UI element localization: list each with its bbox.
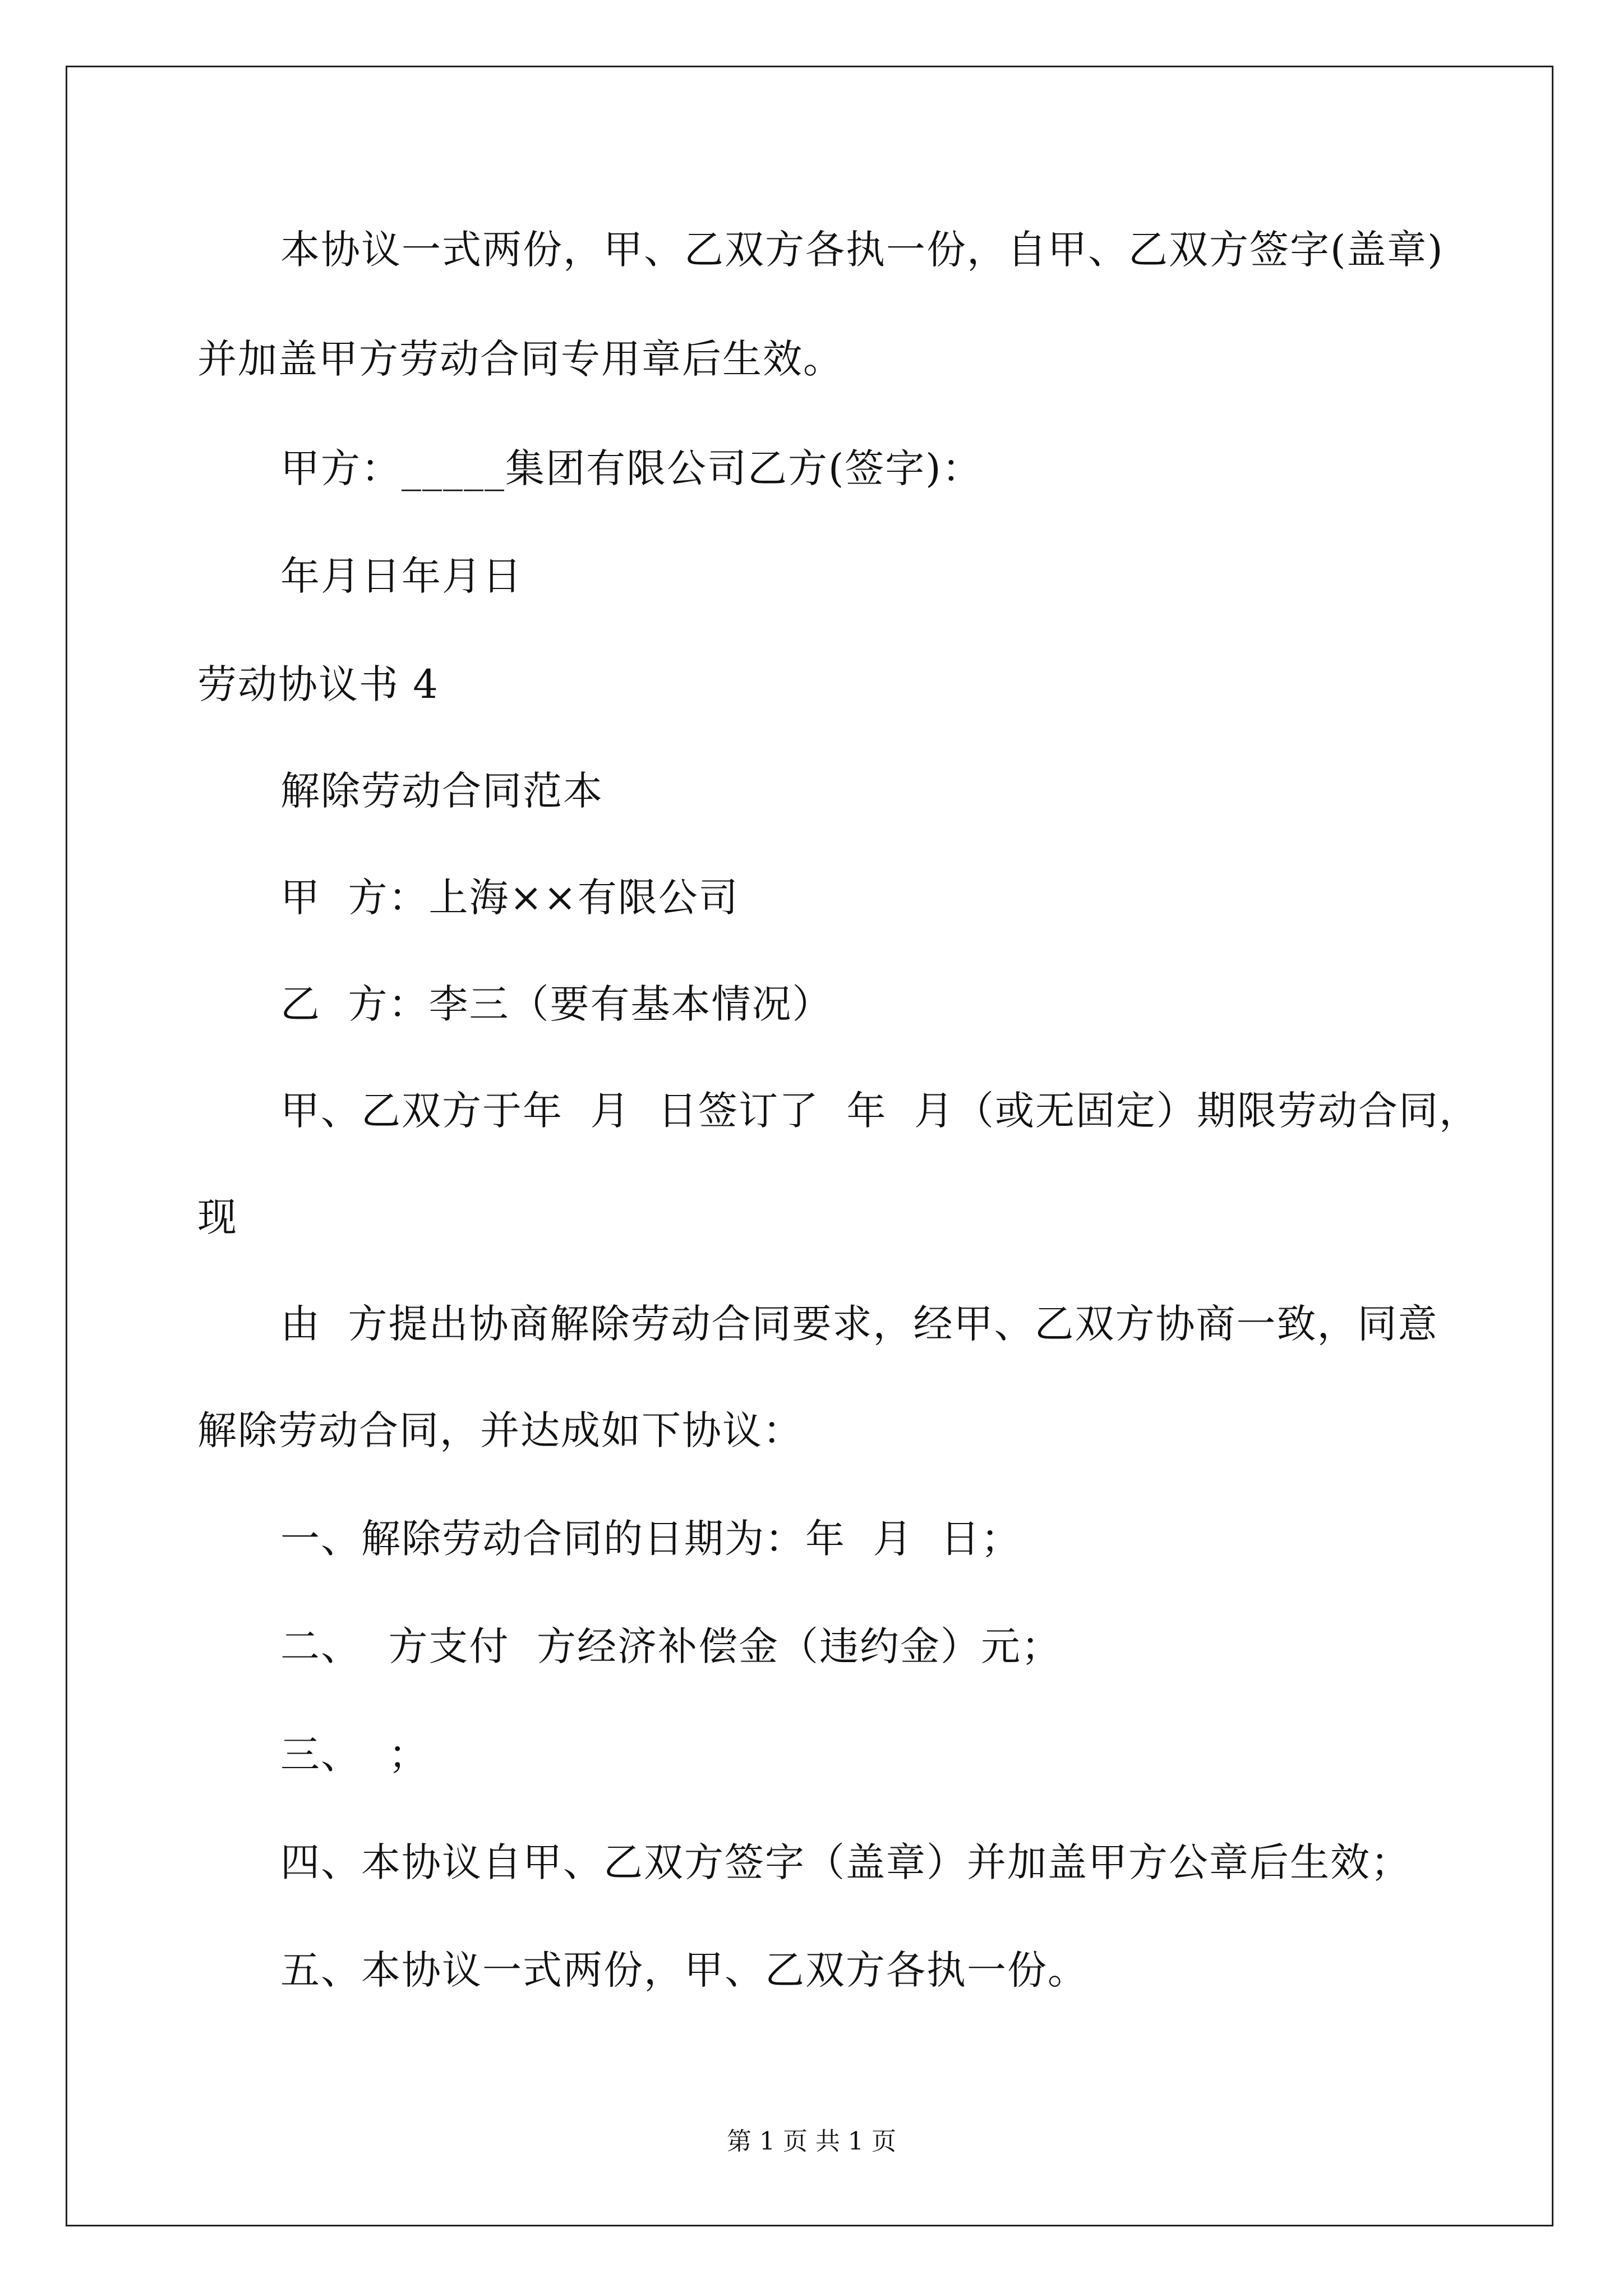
paragraph-line-11: 由 方提出协商解除劳动合同要求，经甲、乙双方协商一致，同意	[280, 1301, 1438, 1347]
page-number-footer: 第 1 页 共 1 页	[727, 2127, 896, 2156]
paragraph-line-16: 四、本协议自甲、乙双方签字（盖章）并加盖甲方公章后生效；	[280, 1839, 1411, 1885]
paragraph-line-14: 二、 方支付 方经济补偿金（违约金）元；	[280, 1623, 1062, 1669]
paragraph-line-1: 本协议一式两份，甲、乙双方各执一份，自甲、乙双方签字(盖章)	[280, 227, 1444, 273]
section-heading: 劳动协议书 4	[197, 661, 439, 707]
paragraph-line-13: 一、解除劳动合同的日期为：年 月 日；	[280, 1516, 1022, 1562]
paragraph-line-7: 甲 方：上海××有限公司	[280, 875, 739, 921]
paragraph-line-15: 三、 ；	[280, 1732, 429, 1778]
page-border	[66, 66, 1553, 2226]
paragraph-line-9: 甲、乙双方于年 月 日签订了 年 月（或无固定）期限劳动合同，	[280, 1088, 1480, 1134]
paragraph-line-10: 现	[197, 1194, 238, 1240]
paragraph-line-3: 甲方：_____集团有限公司乙方(签字)：	[280, 445, 983, 491]
paragraph-line-2: 并加盖甲方劳动合同专用章后生效。	[197, 336, 843, 382]
paragraph-line-8: 乙 方：李三（要有基本情况）	[280, 981, 833, 1027]
paragraph-line-17: 五、本协议一式两份，甲、乙双方各执一份。	[280, 1947, 1088, 1993]
paragraph-line-4: 年月日年月日	[280, 553, 523, 599]
paragraph-line-12: 解除劳动合同，并达成如下协议：	[197, 1407, 803, 1453]
paragraph-line-6: 解除劳动合同范本	[280, 768, 603, 814]
